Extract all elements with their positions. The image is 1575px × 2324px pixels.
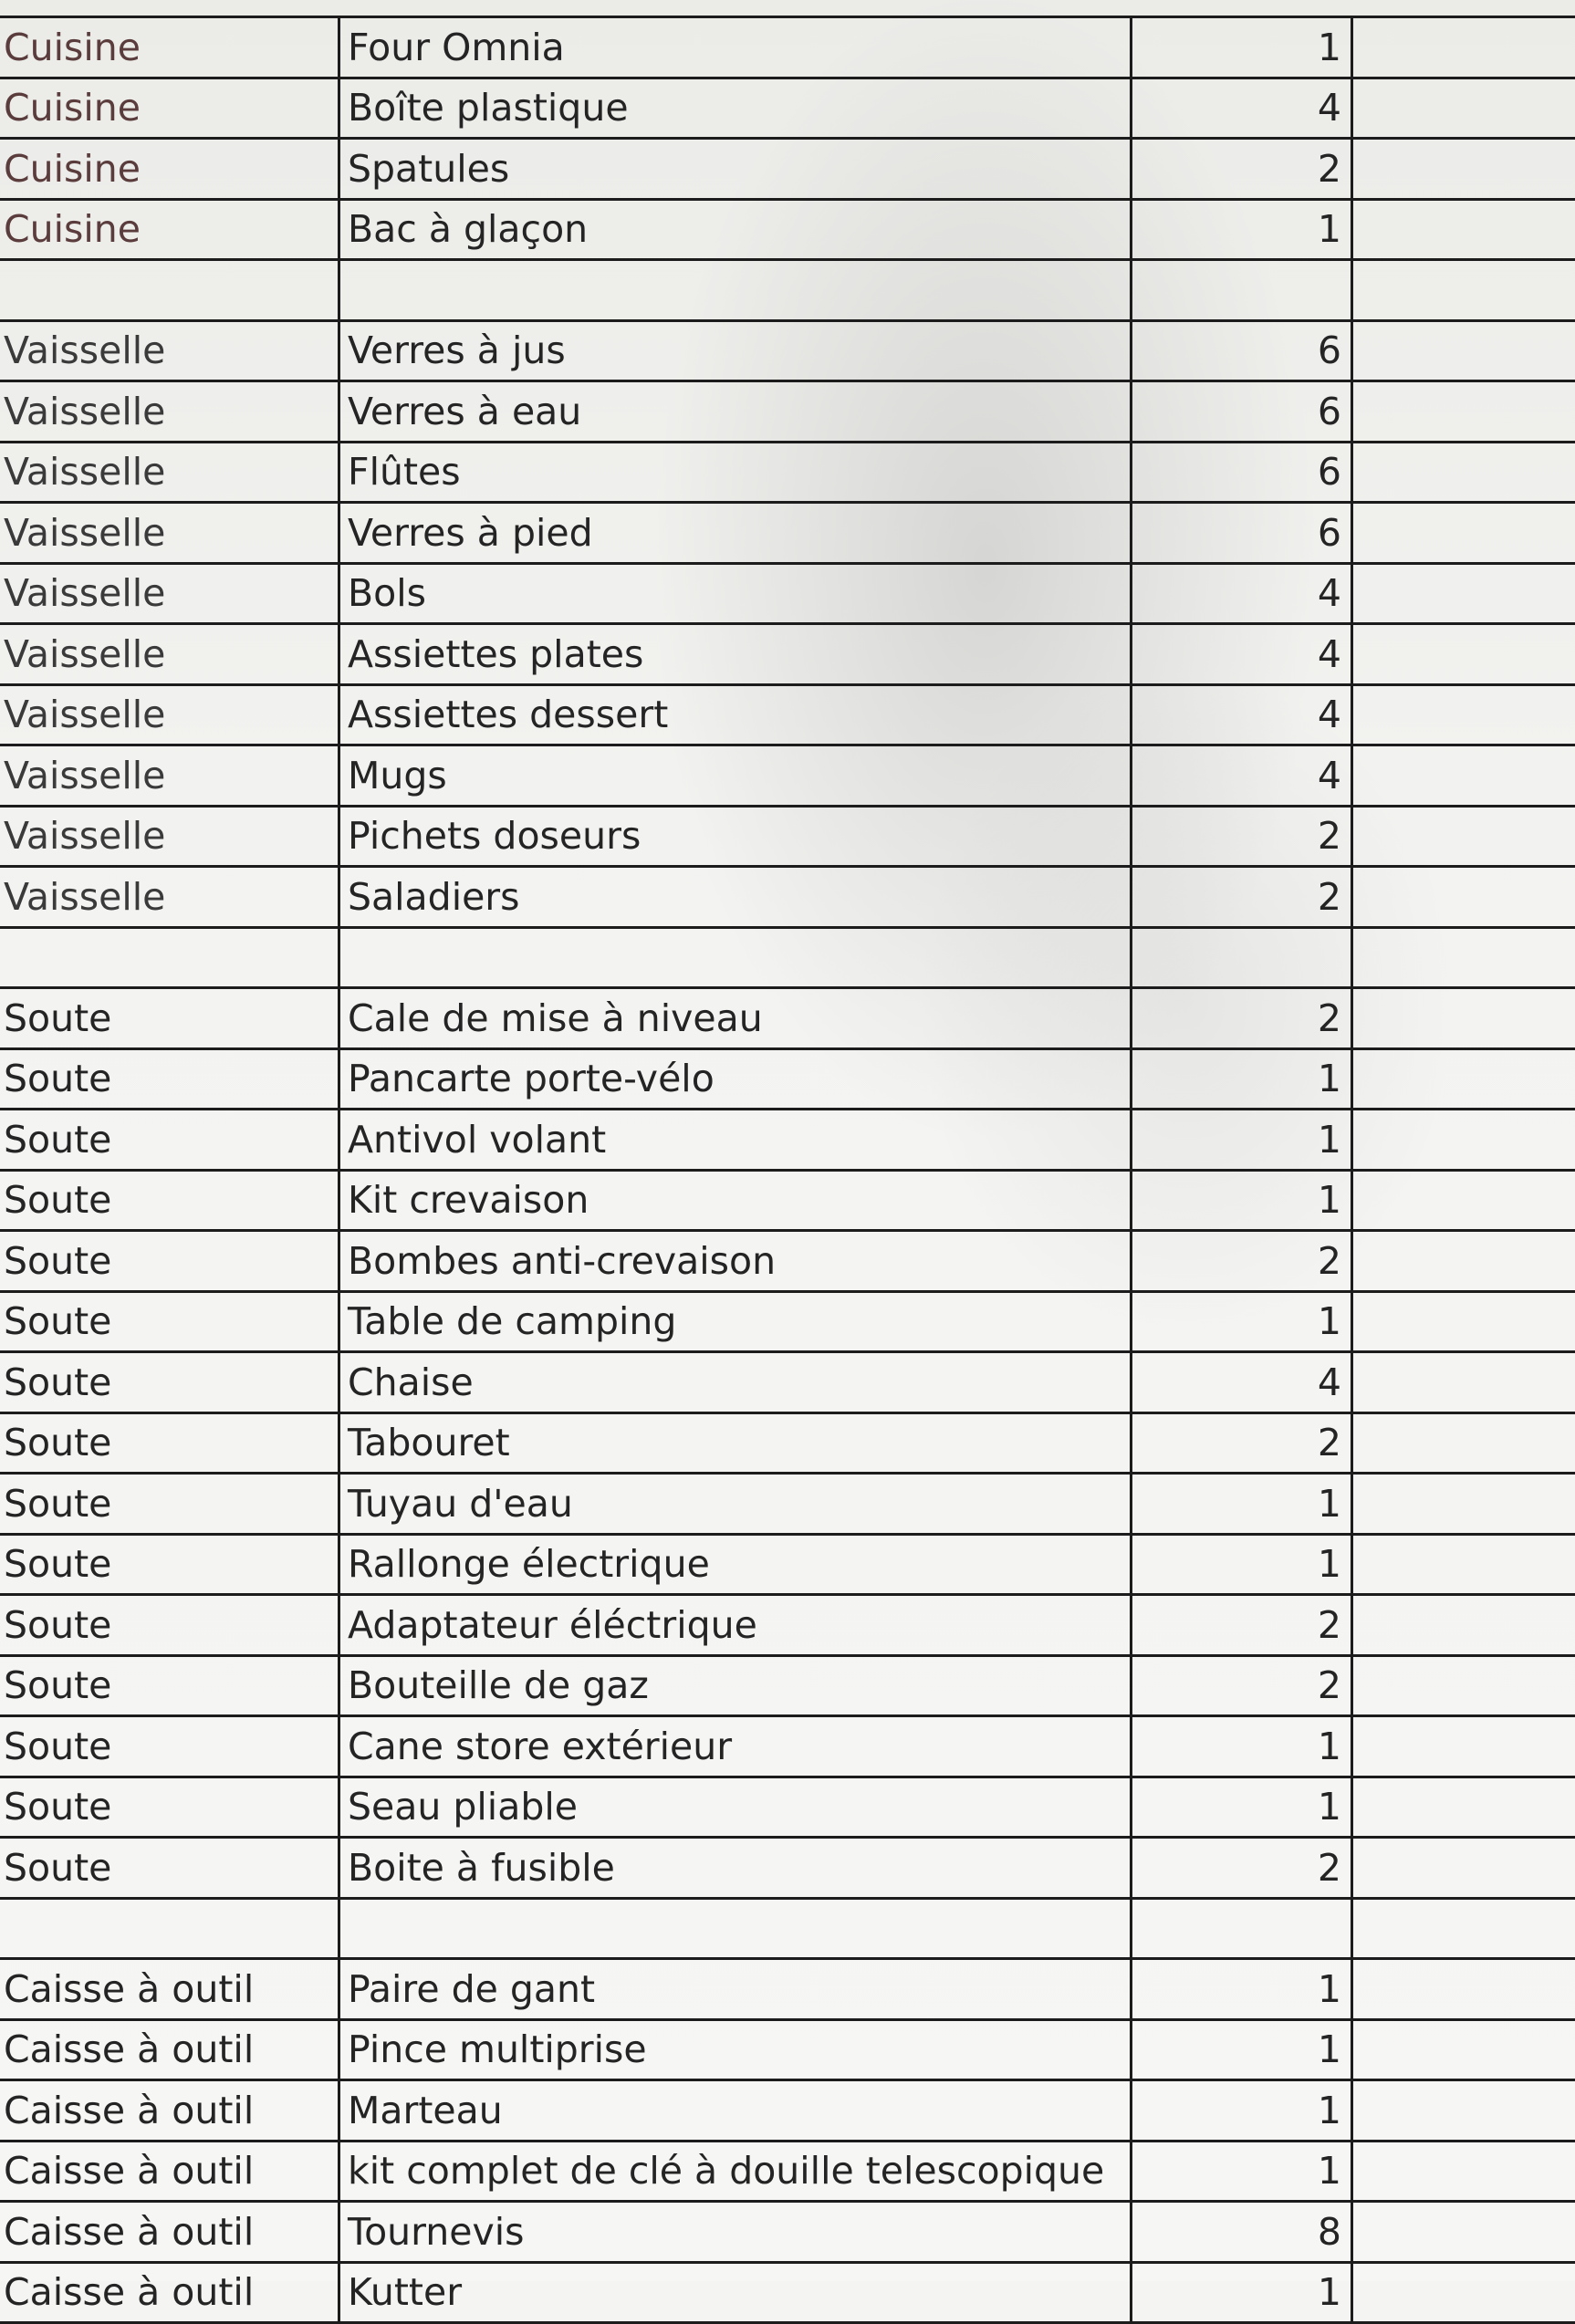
table-row (0, 381, 1575, 443)
category-cell: Caisse à outil (0, 1959, 339, 2020)
quantity-cell: 1 (1132, 1777, 1352, 1838)
quantity-cell: 1 (1132, 1959, 1352, 2020)
quantity-cell: 4 (1132, 563, 1352, 624)
table-row (0, 806, 1575, 867)
category-cell: Soute (0, 1291, 339, 1352)
item-name-cell: Verres à jus (339, 320, 1132, 381)
quantity-cell: 6 (1132, 442, 1352, 503)
item-name-cell: Adaptateur éléctrique (339, 1595, 1132, 1656)
quantity-cell: 2 (1132, 1231, 1352, 1292)
empty-cell (1352, 1474, 1575, 1535)
item-name-cell: Assiettes plates (339, 624, 1132, 685)
quantity-cell: 1 (1132, 2019, 1352, 2080)
quantity-cell: 4 (1132, 1352, 1352, 1413)
empty-cell (1352, 2141, 1575, 2202)
empty-cell (1352, 2262, 1575, 2323)
empty-cell (1352, 1231, 1575, 1292)
table-row (0, 139, 1575, 200)
empty-cell (1352, 988, 1575, 1049)
quantity-cell: 2 (1132, 1838, 1352, 1899)
quantity-cell: 2 (1132, 1412, 1352, 1474)
empty-cell (1352, 1777, 1575, 1838)
item-name-cell: Paire de gant (339, 1959, 1132, 2020)
item-name-cell: Verres à pied (339, 503, 1132, 564)
category-cell: Caisse à outil (0, 2141, 339, 2202)
item-name-cell: Bouteille de gaz (339, 1655, 1132, 1716)
category-cell: Caisse à outil (0, 2202, 339, 2263)
table-row (0, 199, 1575, 260)
category-cell: Soute (0, 1048, 339, 1110)
item-name-cell: Verres à eau (339, 381, 1132, 443)
quantity-cell: 1 (1132, 2141, 1352, 2202)
item-name-cell: Assiettes dessert (339, 684, 1132, 745)
category-cell: Vaisselle (0, 563, 339, 624)
quantity-cell: 1 (1132, 1048, 1352, 1110)
item-name-cell: Kutter (339, 2262, 1132, 2323)
table-row (0, 1412, 1575, 1474)
category-cell: Caisse à outil (0, 2262, 339, 2323)
empty-cell (1352, 1595, 1575, 1656)
table-row (0, 1170, 1575, 1231)
quantity-cell (1132, 927, 1352, 988)
category-cell: Soute (0, 1352, 339, 1413)
item-name-cell: Kit crevaison (339, 1170, 1132, 1231)
table-row (0, 1777, 1575, 1838)
empty-cell (1352, 139, 1575, 200)
category-cell: Vaisselle (0, 320, 339, 381)
category-cell: Soute (0, 988, 339, 1049)
category-cell: Soute (0, 1412, 339, 1474)
quantity-cell: 8 (1132, 2202, 1352, 2263)
quantity-cell: 4 (1132, 745, 1352, 807)
item-name-cell: Cale de mise à niveau (339, 988, 1132, 1049)
item-name-cell: Saladiers (339, 867, 1132, 928)
item-name-cell: Tournevis (339, 2202, 1132, 2263)
quantity-cell: 1 (1132, 17, 1352, 78)
quantity-cell: 2 (1132, 139, 1352, 200)
quantity-cell: 1 (1132, 1534, 1352, 1595)
quantity-cell (1132, 260, 1352, 321)
item-name-cell: Table de camping (339, 1291, 1132, 1352)
empty-cell (1352, 320, 1575, 381)
table-row (0, 1110, 1575, 1171)
item-name-cell: Pince multiprise (339, 2019, 1132, 2080)
quantity-cell: 6 (1132, 503, 1352, 564)
item-name-cell: Pichets doseurs (339, 806, 1132, 867)
empty-cell (1352, 199, 1575, 260)
table-row (0, 1595, 1575, 1656)
table-row (0, 988, 1575, 1049)
item-name-cell: Tabouret (339, 1412, 1132, 1474)
empty-cell (1352, 563, 1575, 624)
category-cell: Vaisselle (0, 867, 339, 928)
table-row (0, 320, 1575, 381)
table-row (0, 2262, 1575, 2323)
empty-cell (1352, 260, 1575, 321)
table-row (0, 2080, 1575, 2142)
item-name-cell: Four Omnia (339, 17, 1132, 78)
item-name-cell: Antivol volant (339, 1110, 1132, 1171)
quantity-cell: 2 (1132, 988, 1352, 1049)
table-row (0, 1291, 1575, 1352)
category-cell: Soute (0, 1777, 339, 1838)
item-name-cell: Boite à fusible (339, 1838, 1132, 1899)
category-cell: Vaisselle (0, 381, 339, 443)
item-name-cell: Spatules (339, 139, 1132, 200)
empty-cell (1352, 381, 1575, 443)
category-cell: Vaisselle (0, 503, 339, 564)
quantity-cell: 2 (1132, 867, 1352, 928)
empty-cell (1352, 442, 1575, 503)
empty-cell (1352, 1291, 1575, 1352)
spacer-row (0, 927, 1575, 988)
empty-cell (1352, 1412, 1575, 1474)
quantity-cell: 2 (1132, 1655, 1352, 1716)
item-name-cell: Marteau (339, 2080, 1132, 2142)
table-row (0, 1838, 1575, 1899)
item-name-cell: Bols (339, 563, 1132, 624)
table-row (0, 2019, 1575, 2080)
category-cell: Soute (0, 1474, 339, 1535)
category-cell: Soute (0, 1534, 339, 1595)
quantity-cell: 4 (1132, 684, 1352, 745)
table-row (0, 745, 1575, 807)
table-row (0, 684, 1575, 745)
category-cell (0, 260, 339, 321)
quantity-cell: 1 (1132, 1291, 1352, 1352)
category-cell: Soute (0, 1716, 339, 1777)
item-name-cell: Flûtes (339, 442, 1132, 503)
empty-cell (1352, 1170, 1575, 1231)
item-name-cell: Cane store extérieur (339, 1716, 1132, 1777)
table-row (0, 867, 1575, 928)
category-cell: Soute (0, 1110, 339, 1171)
empty-cell (1352, 1838, 1575, 1899)
table-row (0, 503, 1575, 564)
quantity-cell: 6 (1132, 381, 1352, 443)
table-row (0, 1655, 1575, 1716)
category-cell: Vaisselle (0, 806, 339, 867)
table-row (0, 1231, 1575, 1292)
item-name-cell: kit complet de clé à douille telescopique (339, 2141, 1132, 2202)
empty-cell (1352, 624, 1575, 685)
category-cell: Vaisselle (0, 442, 339, 503)
table-row (0, 442, 1575, 503)
category-cell: Cuisine (0, 199, 339, 260)
table-row (0, 563, 1575, 624)
category-cell: Caisse à outil (0, 2019, 339, 2080)
quantity-cell: 1 (1132, 1716, 1352, 1777)
item-name-cell (339, 927, 1132, 988)
item-name-cell: Bombes anti-crevaison (339, 1231, 1132, 1292)
empty-cell (1352, 684, 1575, 745)
inventory-table-body (0, 17, 1575, 2323)
item-name-cell: Rallonge électrique (339, 1534, 1132, 1595)
empty-cell (1352, 1534, 1575, 1595)
spacer-row (0, 1898, 1575, 1959)
item-name-cell (339, 1898, 1132, 1959)
table-row (0, 17, 1575, 78)
category-cell: Soute (0, 1170, 339, 1231)
quantity-cell: 1 (1132, 199, 1352, 260)
category-cell (0, 927, 339, 988)
item-name-cell: Tuyau d'eau (339, 1474, 1132, 1535)
item-name-cell: Chaise (339, 1352, 1132, 1413)
item-name-cell: Boîte plastique (339, 78, 1132, 139)
table-row (0, 624, 1575, 685)
category-cell: Soute (0, 1655, 339, 1716)
item-name-cell: Seau pliable (339, 1777, 1132, 1838)
quantity-cell: 2 (1132, 806, 1352, 867)
empty-cell (1352, 1352, 1575, 1413)
quantity-cell: 4 (1132, 624, 1352, 685)
category-cell: Soute (0, 1838, 339, 1899)
category-cell: Cuisine (0, 17, 339, 78)
quantity-cell (1132, 1898, 1352, 1959)
category-cell (0, 1898, 339, 1959)
empty-cell (1352, 78, 1575, 139)
table-row (0, 1959, 1575, 2020)
item-name-cell: Mugs (339, 745, 1132, 807)
empty-cell (1352, 2019, 1575, 2080)
empty-cell (1352, 503, 1575, 564)
empty-cell (1352, 927, 1575, 988)
empty-cell (1352, 1898, 1575, 1959)
category-cell: Cuisine (0, 139, 339, 200)
quantity-cell: 1 (1132, 2080, 1352, 2142)
table-row (0, 2141, 1575, 2202)
quantity-cell: 1 (1132, 2262, 1352, 2323)
empty-cell (1352, 2202, 1575, 2263)
quantity-cell: 1 (1132, 1474, 1352, 1535)
item-name-cell: Pancarte porte-vélo (339, 1048, 1132, 1110)
empty-cell (1352, 745, 1575, 807)
category-cell: Vaisselle (0, 624, 339, 685)
spacer-row (0, 260, 1575, 321)
table-row (0, 1474, 1575, 1535)
quantity-cell: 6 (1132, 320, 1352, 381)
empty-cell (1352, 1716, 1575, 1777)
category-cell: Cuisine (0, 78, 339, 139)
empty-cell (1352, 806, 1575, 867)
quantity-cell: 2 (1132, 1595, 1352, 1656)
empty-cell (1352, 1655, 1575, 1716)
table-row (0, 2202, 1575, 2263)
quantity-cell: 4 (1132, 78, 1352, 139)
table-row (0, 1534, 1575, 1595)
table-row (0, 1716, 1575, 1777)
table-row (0, 1352, 1575, 1413)
category-cell: Caisse à outil (0, 2080, 339, 2142)
category-cell: Soute (0, 1595, 339, 1656)
category-cell: Soute (0, 1231, 339, 1292)
empty-cell (1352, 1110, 1575, 1171)
quantity-cell: 1 (1132, 1170, 1352, 1231)
empty-cell (1352, 2080, 1575, 2142)
empty-cell (1352, 867, 1575, 928)
category-cell: Vaisselle (0, 684, 339, 745)
item-name-cell: Bac à glaçon (339, 199, 1132, 260)
table-row (0, 78, 1575, 139)
category-cell: Vaisselle (0, 745, 339, 807)
empty-cell (1352, 17, 1575, 78)
empty-cell (1352, 1959, 1575, 2020)
empty-cell (1352, 1048, 1575, 1110)
item-name-cell (339, 260, 1132, 321)
quantity-cell: 1 (1132, 1110, 1352, 1171)
table-row (0, 1048, 1575, 1110)
inventory-table (0, 16, 1575, 2324)
